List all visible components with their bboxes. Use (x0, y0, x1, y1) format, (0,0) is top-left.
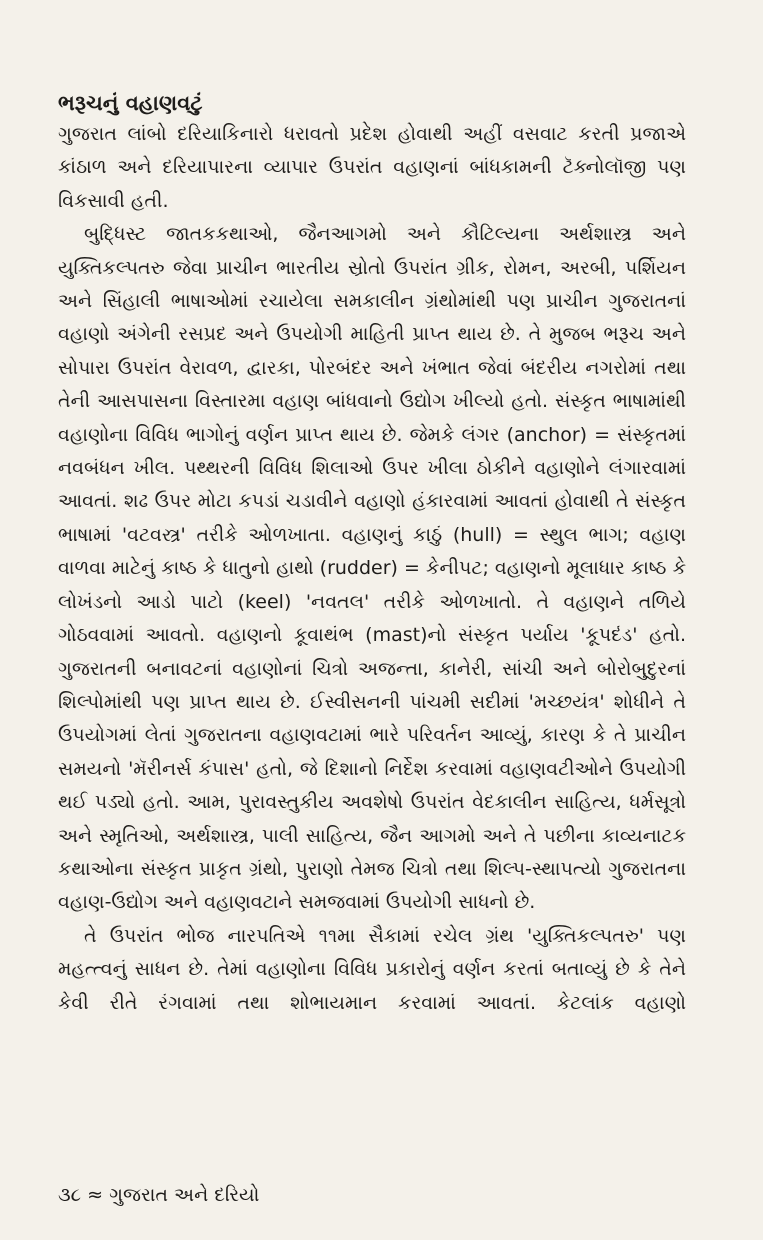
paragraph-1: ગુજરાત લાંબો દરિયાકિનારો ધરાવતો પ્રદેશ હોવાથી અહીં વસવાટ કરતી પ્રજાએ કાંઠાળ અને દરિયાપારના વ્યાપાર ઉપરાંત વહાણનાં બાંધકામની ટૅક્નોલૉજી પણ વિકસાવી હતી. (58, 123, 686, 212)
section-heading: ભરૂચનું વહાણવટું (58, 91, 203, 115)
page-content (58, 88, 686, 1020)
page-footer: ૩૮ ≈ ગુજરાત અને દરિયો (58, 1184, 260, 1206)
paragraph-2: બુદ્ધિસ્ટ જાતકકથાઓ, જૈનઆગમો અને કૌટિલ્યના અર્થશાસ્ત્ર અને યુક્તિકલ્પતરુ જેવા પ્રાચીન ભારતીય સ્રોતો ઉપરાંત ગ્રીક, રોમન, અરબી, પર્શિયન અને સિંહાલી ભાષાઓમાં રચાયેલા સમકાલીન ગ્રંથોમાંથી પણ પ્રાચીન ગુજરાતનાં વહાણો અંગેની રસપ્રદ અને ઉપયોગી માહિતી પ્રાપ્ત થાય છે. તે મુજબ ભરૂચ અને સોપારા ઉપરાંત વેરાવળ, દ્વારકા, પોરબંદર અને ખંભાત જેવાં બંદરીય નગરોમાં તથા તેની આસપાસના વિસ્તારમા વહાણ બાંધવાનો ઉદ્યોગ ખીલ્યો હતો. સંસ્કૃત ભાષામાંથી વહાણોના વિવિધ ભાગોનું વર્ણન પ્રાપ્ત થાય છે. જેમકે લંગર (anchor) = સંસ્કૃતમાં નવબંધન ખીલ. પથ્થરની વિવિધ શિલાઓ ઉપર ખીલા ઠોકીને વહાણોને લંગારવામાં આવતાં. શઢ ઉપર મોટા કપડાં ચડાવીને વહાણો હંકારવામાં આવતાં હોવાથી તે સંસ્કૃત ભાષામાં 'વટવસ્ત્ર' તરીકે ઓળખાતા. વહાણનું કાઠું (hull) = સ્થુલ ભાગ; વહાણ વાળવા માટેનું કાષ્ઠ કે ધાતુનો હાથો (rudder) = કેનીપટ; વહાણનો મૂલાધાર કાષ્ઠ કે લોખંડનો આડો પાટો (keel) 'નવતલ' તરીકે ઓળખાતો. તે વહાણને તળિયે ગોઠવવામાં આવતો. વહાણનો કૂવાથંભ (mast)નો સંસ્કૃત પર્યાય 'કૂપદંડ' હતો. ગુજરાતની બનાવટનાં વહાણોનાં ચિત્રો અજન્તા, કાનેરી, સાંચી અને બોરોબુદુરનાં શિલ્પોમાંથી પણ પ્રાપ્ત થાય છે. ઈસ્વીસનની પાંચમી સદીમાં 'મચ્છયંત્ર' શોધીને તે ઉપયોગમાં લેતાં ગુજરાતના વહાણવટામાં ભારે પરિવર્તન આવ્યું, કારણ કે તે પ્રાચીન સમયનો 'મૅરીનર્સ કંપાસ' હતો, જે દિશાનો નિર્દેશ કરવામાં વહાણવટીઓને ઉપયોગી થઈ પડ્યો હતો. આમ, પુરાવસ્તુકીય અવશેષો ઉપરાંત વેદકાલીન સાહિત્ય, ધર્મસૂત્રો અને સ્મૃતિઓ, અર્થશાસ્ત્ર, પાલી સાહિત્ય, જૈન આગમો અને તે પછીના કાવ્યનાટક કથાઓના સંસ્કૃત પ્રાકૃત ગ્રંથો, પુરાણો તેમજ ચિત્રો તથા શિલ્પ-સ્થાપત્યો ગુજરાતના વહાણ-ઉદ્યોગ અને વહાણવટાને સમજવામાં ઉપયોગી સાધનો છે. (58, 223, 686, 914)
paragraph-3: તે ઉપરાંત ભોજ નારપતિએ ૧૧મા સૈકામાં રચેલ ગ્રંથ 'યુક્તિકલ્પતરુ' પણ મહત્ત્વનું સાધન છે. તેમાં વહાણોના વિવિધ પ્રકારોનું વર્ણન કરતાં બતાવ્યું છે કે તેને કેવી રીતે રંગવામાં તથા શોભાયમાન કરવામાં આવતાં. કેટલાંક વહાણો (58, 924, 686, 1014)
